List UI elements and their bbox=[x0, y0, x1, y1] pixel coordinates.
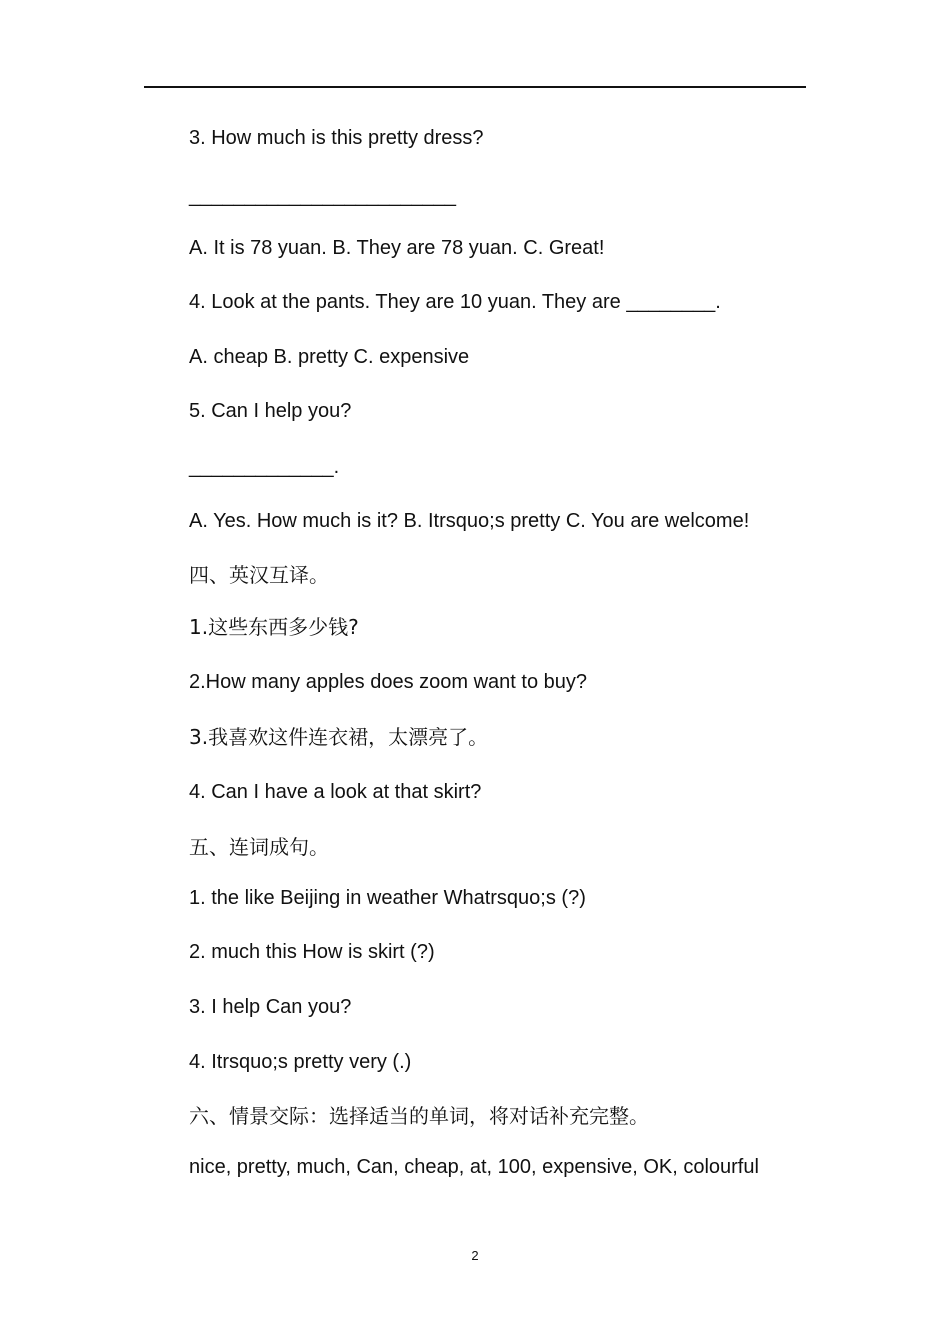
sentence-order-item-4: 4. Itrsquo;s pretty very (.) bbox=[189, 1051, 412, 1073]
page-number: 2 bbox=[471, 1248, 479, 1263]
options-4: A. cheap B. pretty C. expensive bbox=[189, 346, 470, 368]
sentence-order-item-1: 1. the like Beijing in weather Whatrsquo;s (?) bbox=[189, 887, 586, 909]
translation-item-1: 1.这些东西多少钱? bbox=[189, 615, 359, 639]
word-bank: nice, pretty, much, Can, cheap, at, 100, expensive, OK, colourful bbox=[189, 1156, 759, 1178]
sentence-order-item-3: 3. I help Can you? bbox=[189, 996, 352, 1018]
question-5: 5. Can I help you? bbox=[189, 400, 352, 422]
sentence-order-item-2: 2. much this How is skirt (?) bbox=[189, 941, 435, 963]
question-4: 4. Look at the pants. They are 10 yuan. They are ________. bbox=[189, 291, 721, 313]
options-5: A. Yes. How much is it? B. Itrsquo;s pretty C. You are welcome! bbox=[189, 510, 750, 532]
translation-item-2: 2.How many apples does zoom want to buy? bbox=[189, 671, 587, 693]
translation-item-4: 4. Can I have a look at that skirt? bbox=[189, 781, 482, 803]
translation-item-3: 3.我喜欢这件连衣裙，太漂亮了。 bbox=[189, 725, 489, 749]
section-heading-dialogue: 六、情景交际：选择适当的单词，将对话补充完整。 bbox=[189, 1104, 649, 1128]
header-rule bbox=[144, 86, 806, 88]
options-3: A. It is 78 yuan. B. They are 78 yuan. C. Great! bbox=[189, 237, 605, 259]
answer-blank-5: _____________. bbox=[189, 456, 340, 478]
section-heading-sentence-order: 五、连词成句。 bbox=[189, 835, 329, 859]
answer-blank-3: ________________________ bbox=[189, 185, 456, 207]
question-3: 3. How much is this pretty dress? bbox=[189, 127, 484, 149]
section-heading-translation: 四、英汉互译。 bbox=[189, 563, 329, 587]
